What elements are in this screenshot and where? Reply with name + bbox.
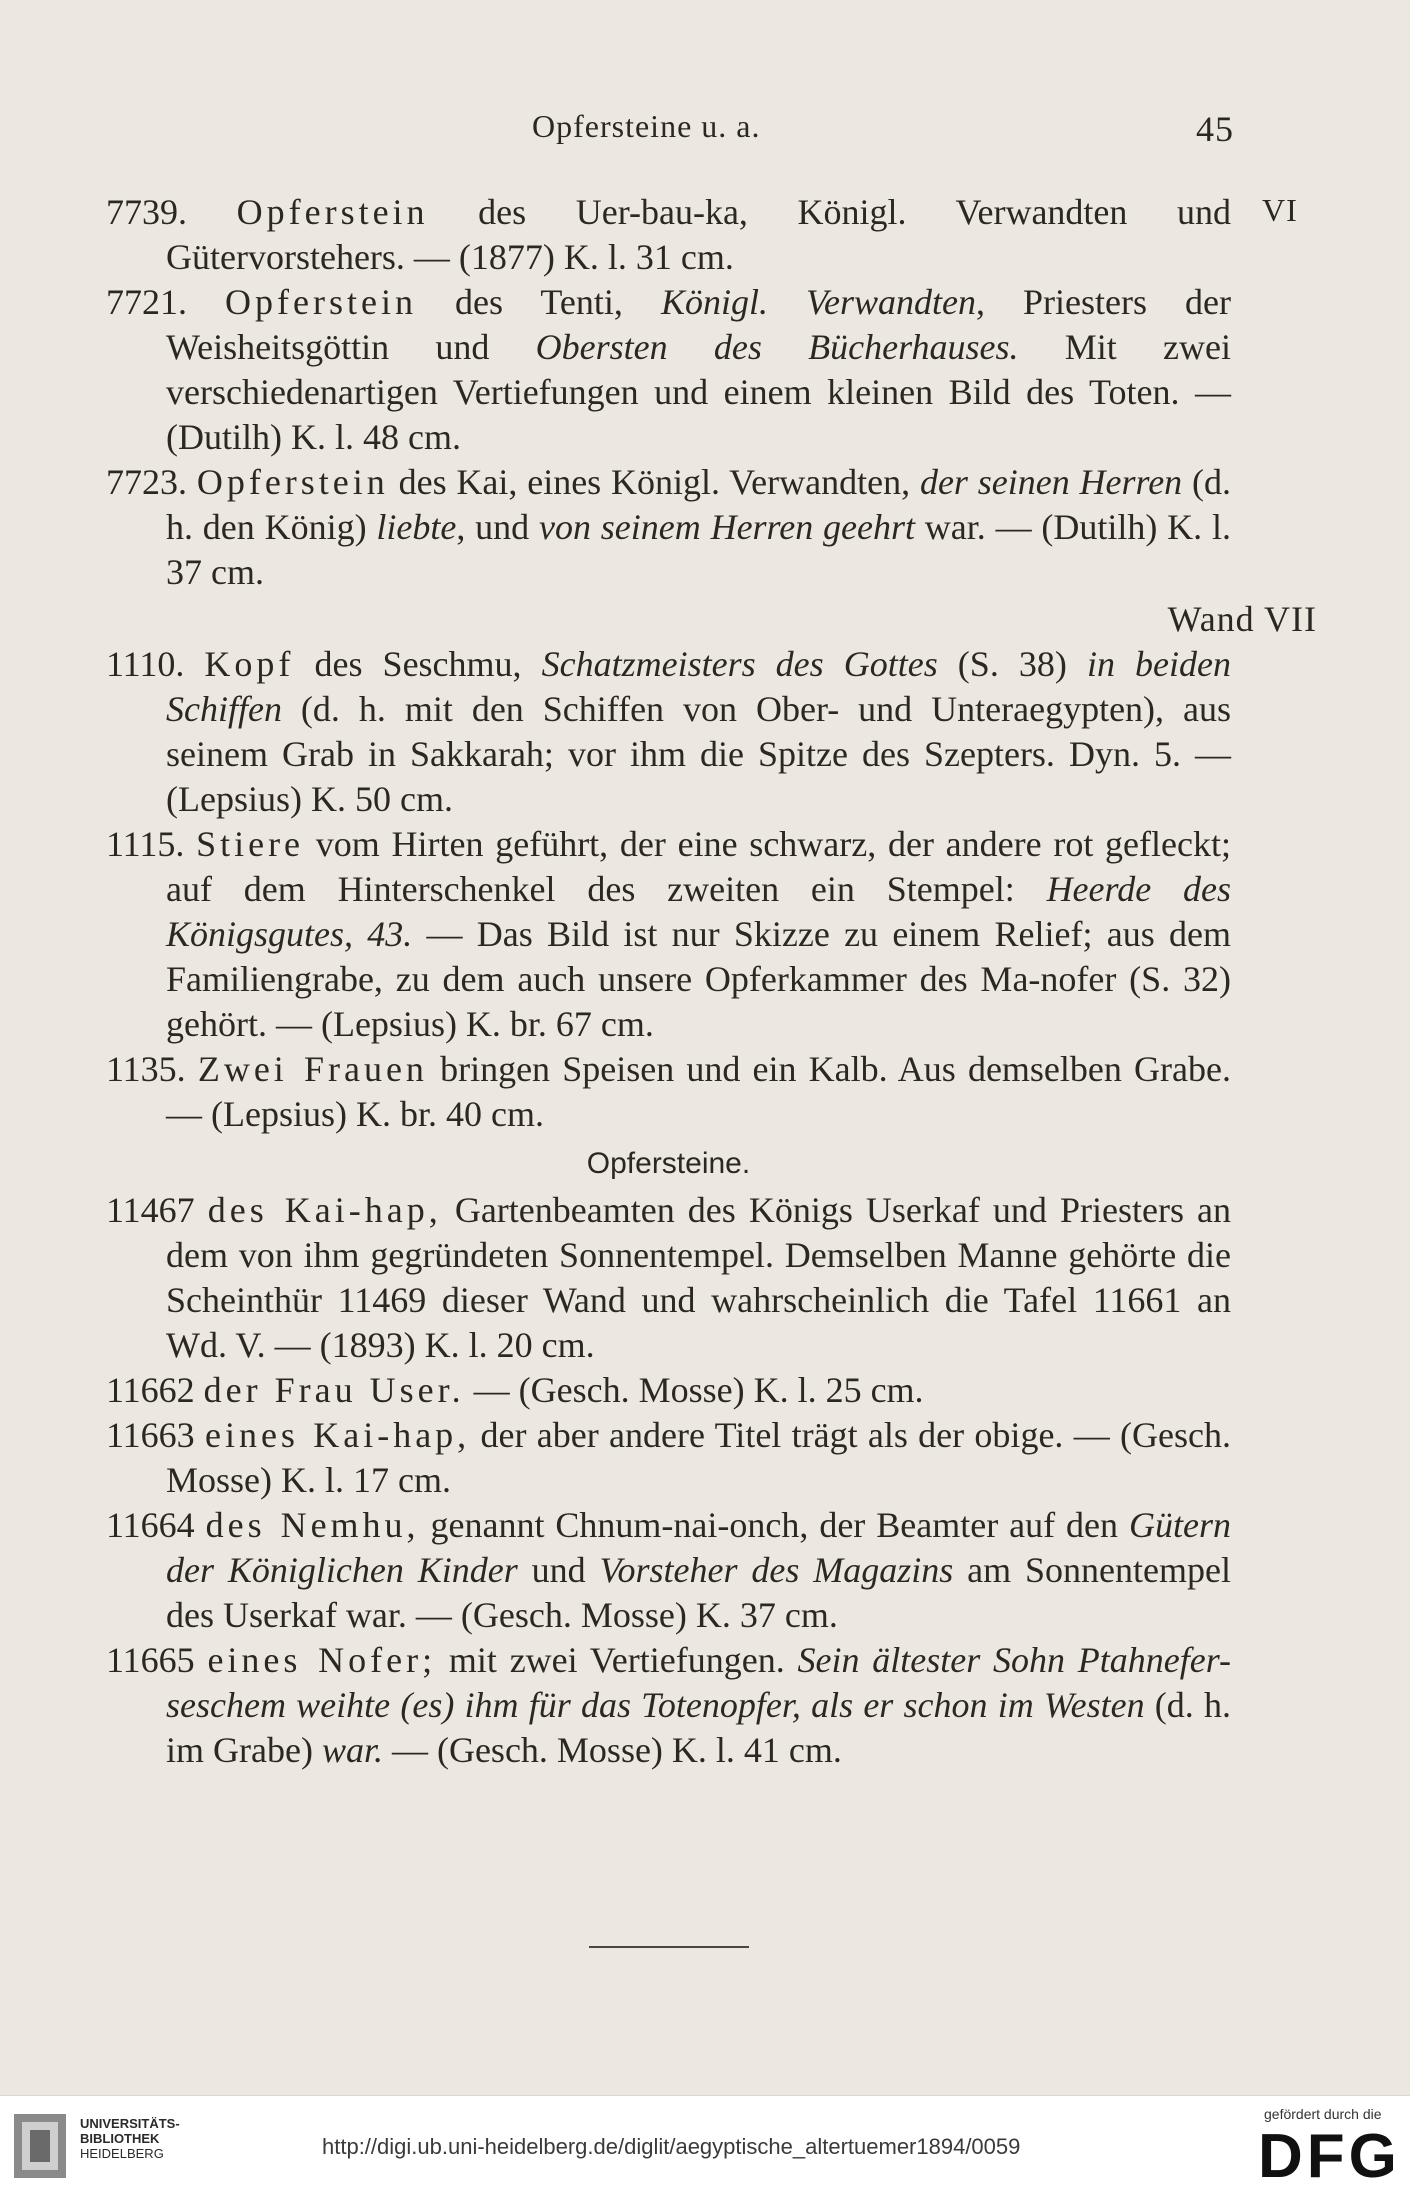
entry-text: und <box>517 1550 600 1590</box>
catalog-entry <box>106 1368 1231 1413</box>
institution-line-3: HEIDELBERG <box>80 2146 164 2161</box>
entry-text: (d. h. den König) <box>166 462 1231 547</box>
entry-lead: Zwei Frauen <box>197 1049 428 1089</box>
entry-italic-text: Gütern der Königlichen Kinder <box>166 1505 1231 1590</box>
entry-number: 1110. <box>106 644 205 684</box>
catalog-entry <box>106 1503 1231 1638</box>
footer-bar <box>0 2095 1410 2200</box>
entry-italic-text: Sein ältester Sohn Ptahnefer-seschem weihte (es) ihm für das Totenopfer, als er schon im Westen <box>166 1640 1231 1725</box>
catalog-entry <box>106 642 1231 822</box>
entries-group-a <box>106 190 1231 595</box>
entry-text: (d. h. im Grabe) <box>166 1685 1231 1770</box>
institution-line-1: UNIVERSITÄTS- <box>80 2116 180 2131</box>
entry-text: des Tenti, <box>417 282 661 322</box>
entry-lead: eines Nofer; <box>207 1640 437 1680</box>
entry-lead: Kopf <box>204 644 295 684</box>
running-header <box>0 108 1410 158</box>
entry-text: — Das Bild ist nur Skizze zu einem Relief; aus dem Familiengrabe, zu dem auch unsere Opferkammer des Ma-nofer (S. 32) gehört. — (Lepsius) K. br. 67 cm. <box>166 914 1231 1044</box>
entry-italic-text: Schatzmeisters des Gottes <box>541 644 938 684</box>
entry-lead: Opferstein <box>196 462 389 502</box>
entry-italic-text: der seinen Herren <box>919 462 1183 502</box>
entry-number: 11467 <box>106 1190 208 1230</box>
entry-italic-text: Heerde des Königsgutes, 43. <box>166 869 1231 954</box>
permalink-url[interactable]: http://digi.ub.uni-heidelberg.de/diglit/aegyptische_altertuemer1894/0059 <box>322 2134 1021 2159</box>
body-text <box>106 190 1317 1773</box>
entry-text: vom Hirten geführt, der eine schwarz, der andere rot gefleckt; auf dem Hinterschenkel des zweiten ein Stempel: <box>166 824 1231 909</box>
catalog-entry <box>106 822 1231 1047</box>
entry-text: Mit zwei verschiedenartigen Vertiefungen und einem kleinen Bild des Toten. — (Dutilh) K. l. 48 cm. <box>166 327 1231 457</box>
entry-text: mit zwei Vertiefungen. <box>436 1640 798 1680</box>
margin-note-vi: VI <box>1262 192 1298 228</box>
entry-lead: Opferstein <box>236 192 429 232</box>
running-title: Opfersteine u. a. <box>532 108 761 144</box>
entry-italic-text: in beiden Schiffen <box>166 644 1232 729</box>
entries-group-c <box>106 1188 1231 1773</box>
entry-text: Gartenbeamten des Königs Userkaf und Priesters an dem von ihm gegründeten Sonnentempel. Demselben Manne gehörte die Scheinthür 11469 dieser Wand und wahrscheinlich die Tafel 11661 an Wd. V. — (1893) K. l. 20 cm. <box>166 1190 1232 1365</box>
entry-number: 1115. <box>106 824 197 864</box>
entry-number: 11664 <box>106 1505 206 1545</box>
entry-text: des Uer-bau-ka, Königl. Verwandten und Gütervorstehers. — (1877) K. l. 31 cm. <box>166 192 1232 277</box>
entry-lead: des Nemhu, <box>205 1505 420 1545</box>
end-rule <box>589 1946 749 1948</box>
entry-text: — (Gesch. Mosse) K. l. 41 cm. <box>382 1730 842 1770</box>
entry-lead: des Kai-hap, <box>207 1190 442 1230</box>
catalog-entry <box>106 280 1231 460</box>
entry-lead: der Frau User. <box>203 1370 465 1410</box>
catalog-entry <box>106 1047 1231 1137</box>
entry-text: , Priesters der Weisheitsgöttin und <box>166 282 1232 367</box>
entry-text: genannt Chnum-nai-onch, der Beamter auf den <box>419 1505 1129 1545</box>
wand-vii-heading: Wand VII <box>1167 599 1317 639</box>
entry-italic-text: liebte <box>376 507 457 547</box>
entry-number: 7721. <box>106 282 226 322</box>
entry-text: war. — (Dutilh) K. l. 37 cm. <box>166 507 1231 592</box>
entry-text: bringen Speisen und ein Kalb. Aus demselben Grabe. — (Lepsius) K. br. 40 cm. <box>166 1049 1231 1134</box>
entry-lead: eines Kai-hap, <box>204 1415 471 1455</box>
catalog-entry <box>106 1413 1231 1503</box>
institution-line-2: BIBLIOTHEK <box>80 2131 160 2146</box>
catalog-entry <box>106 1638 1231 1773</box>
entry-lead: Stiere <box>196 824 305 864</box>
entry-number: 11663 <box>106 1415 205 1455</box>
entry-text: (S. 38) <box>937 644 1087 684</box>
entry-number: 7739. <box>106 192 237 232</box>
entry-italic-text: Obersten des Bücherhauses. <box>535 327 1019 367</box>
dfg-logo: DFG <box>1258 2122 1401 2191</box>
entry-lead: Opferstein <box>225 282 417 322</box>
entry-italic-text: war. <box>321 1730 383 1770</box>
entry-number: 1135. <box>106 1049 198 1089</box>
university-seal-icon <box>8 2110 72 2182</box>
entry-text: der aber andere Titel trägt als der obige. — (Gesch. Mosse) K. l. 17 cm. <box>166 1415 1231 1500</box>
entry-italic-text: Vorsteher des Magazins <box>599 1550 954 1590</box>
entry-text: des Seschmu, <box>294 644 542 684</box>
entry-italic-text: von seinem Herren geehrt <box>539 507 915 547</box>
institution-name <box>80 2116 180 2161</box>
page-number: 45 <box>1196 109 1234 149</box>
entry-text: (d. h. mit den Schiffen von Ober- und Unteraegypten), aus seinem Grab in Sakkarah; vor ihm die Spitze des Szepters. Dyn. 5. — (Lepsius) K. 50 cm. <box>166 689 1231 819</box>
entry-italic-text: Königl. Verwandten <box>660 282 976 322</box>
entry-text: am Sonnentempel des Userkaf war. — (Gesch. Mosse) K. 37 cm. <box>166 1550 1231 1635</box>
section-heading-opfersteine: Opfersteine. <box>586 1147 751 1180</box>
entry-number: 11665 <box>106 1640 208 1680</box>
catalog-entry <box>106 1188 1231 1368</box>
catalog-entry <box>106 190 1231 280</box>
catalog-entry <box>106 460 1231 595</box>
entries-group-b <box>106 642 1231 1137</box>
entry-number: 7723. <box>106 462 197 502</box>
entry-text: des Kai, eines Königl. Verwandten, <box>388 462 920 502</box>
entry-text: — (Gesch. Mosse) K. l. 25 cm. <box>464 1370 924 1410</box>
entry-text: , und <box>456 507 539 547</box>
funded-by-label: gefördert durch die <box>1264 2106 1382 2122</box>
entry-number: 11662 <box>106 1370 204 1410</box>
